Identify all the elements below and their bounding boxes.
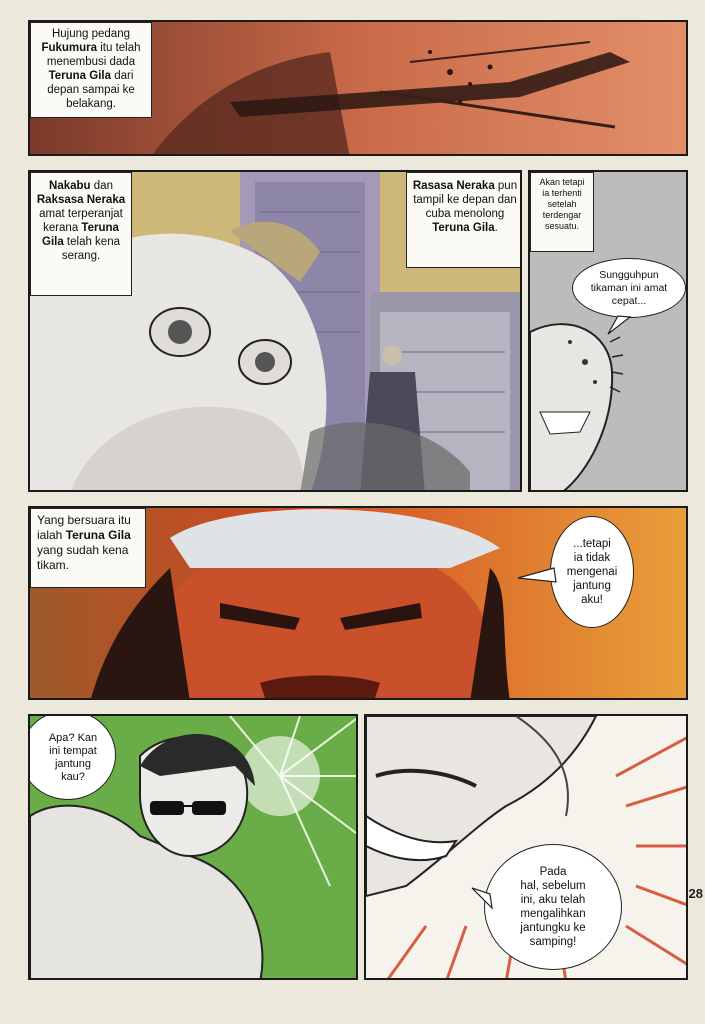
bold-name-text: Teruna Gila xyxy=(48,70,112,82)
caption-text: telah kena serang. xyxy=(61,236,120,262)
page-number: 28 xyxy=(688,886,703,901)
caption-text: Yang bersuara itu ialah xyxy=(37,513,131,542)
narration-caption-4 xyxy=(30,508,146,588)
panel-4 xyxy=(28,506,688,700)
bold-name-text: Rasasa Neraka xyxy=(412,180,495,192)
narration-caption-3: Akan tetapi ia terhenti setelah terdengar sesuatu. xyxy=(530,172,594,252)
bold-name-text: Teruna Gila xyxy=(432,222,495,234)
panel-2 xyxy=(28,170,522,492)
panel-1 xyxy=(28,20,688,156)
caption-text: yang sudah kena tikam. xyxy=(37,543,129,572)
panel-5 xyxy=(28,714,358,980)
bold-name-text: Nakabu xyxy=(49,180,91,192)
caption-text: . xyxy=(494,222,498,234)
narration-caption-1 xyxy=(30,22,152,118)
caption-text: pun tampil ke depan dan cuba menolong xyxy=(413,180,518,220)
caption-text: Hujung pedang xyxy=(51,28,130,40)
panel-3 xyxy=(528,170,688,492)
bold-name-text: Fukumura xyxy=(41,42,98,54)
caption-text: amat terperanjat kerana xyxy=(39,208,123,234)
speech-bubble-5: Apa? Kan ini tempat jantung kau? xyxy=(28,714,116,800)
speech-bubble-3: Sungguhpun tikaman ini amat cepat... xyxy=(572,258,686,318)
bold-name-text: Teruna Gila xyxy=(65,528,131,542)
speech-bubble-6: Pada hal, sebelum ini, aku telah mengalihkan jantungku ke samping! xyxy=(484,844,622,970)
caption-text: dari depan sampai ke belakang. xyxy=(47,70,135,110)
panel-6 xyxy=(364,714,688,980)
narration-caption-2b xyxy=(406,172,522,268)
speech-bubble-4: ...tetapi ia tidak mengenai jantung aku! xyxy=(550,516,634,628)
narration-caption-2a xyxy=(30,172,132,296)
bold-name-text: Raksasa Neraka xyxy=(36,194,126,206)
caption-text: itu telah menembusi dada xyxy=(46,42,141,68)
bold-name-text: Teruna Gila xyxy=(42,222,119,248)
caption-text: dan xyxy=(90,180,113,192)
